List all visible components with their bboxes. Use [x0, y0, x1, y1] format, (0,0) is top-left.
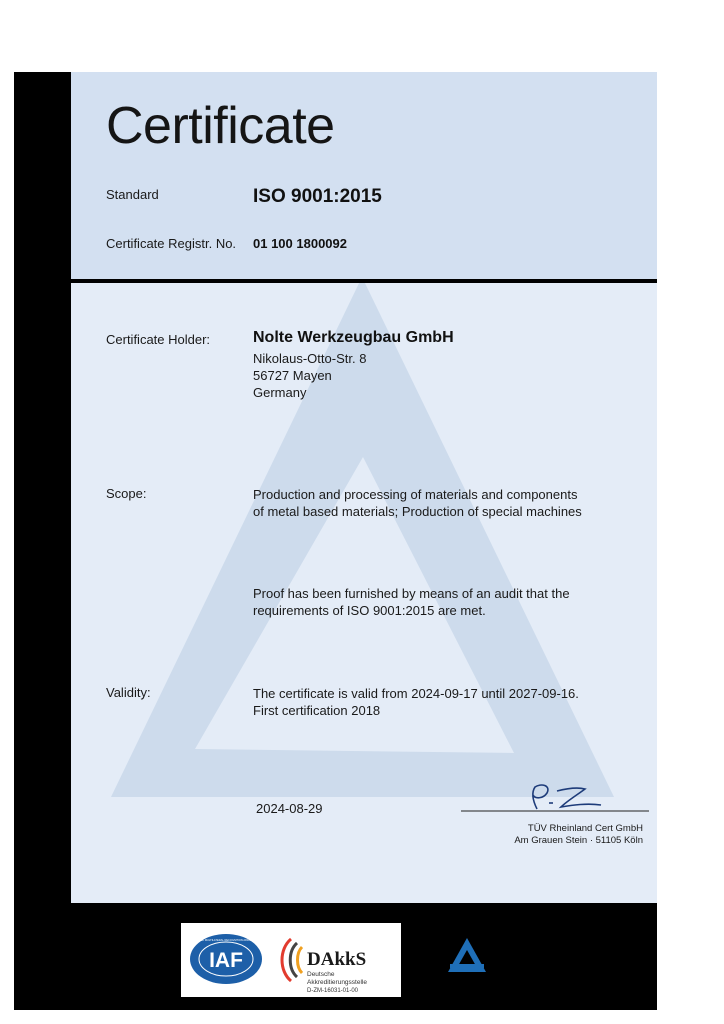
certificate-body: [71, 283, 657, 903]
registration-label: Certificate Registr. No.: [106, 236, 237, 251]
holder-street: Nikolaus-Otto-Str. 8: [253, 351, 367, 366]
scope-line-1: Production and processing of materials and components: [253, 487, 578, 502]
certificate-frame: [14, 72, 657, 1010]
iaf-text: IAF: [209, 949, 243, 972]
validity-label: Validity:: [106, 685, 151, 700]
scope-line-2: of metal based materials; Production of special machines: [253, 504, 582, 519]
holder-country: Germany: [253, 385, 307, 400]
certificate-header: [71, 72, 657, 279]
validity-line-1: The certificate is valid from 2024-09-17 until 2027-09-16.: [253, 686, 579, 701]
proof-line-2: requirements of ISO 9001:2015 are met.: [253, 603, 486, 618]
certificate-title: Certificate: [106, 97, 335, 155]
holder-label: Certificate Holder:: [106, 332, 211, 347]
iaf-ring-text: MEMBER OF MULTILATERAL RECOGNITION ARRANGEMENT: [188, 939, 264, 942]
standard-label: Standard: [106, 187, 159, 202]
accreditation-logos: [181, 923, 401, 997]
dakks-text: DAkkS: [307, 949, 367, 970]
registration-value: 01 100 1800092: [253, 236, 347, 251]
validity-line-2: First certification 2018: [253, 703, 381, 718]
issuer-block: [514, 823, 643, 847]
issuer-name: TÜV Rheinland Cert GmbH: [527, 823, 643, 834]
issuer-address: Am Grauen Stein · 51105 Köln: [514, 835, 643, 846]
dakks-logo-icon: [271, 923, 401, 997]
holder-city: 56727 Mayen: [253, 368, 332, 383]
tuv-logo-icon: [446, 936, 488, 974]
holder-name: Nolte Werkzeugbau GmbH: [253, 329, 454, 346]
proof-line-1: Proof has been furnished by means of an audit that the: [253, 586, 570, 601]
dakks-line-1: Deutsche: [307, 971, 335, 978]
issue-date: 2024-08-29: [256, 801, 323, 816]
standard-value: ISO 9001:2015: [253, 186, 382, 207]
scope-label: Scope:: [106, 486, 147, 501]
signature: [461, 781, 651, 817]
dakks-line-2: Akkreditierungsstelle: [307, 979, 367, 986]
dakks-id: D-ZM-16031-01-00: [307, 988, 359, 994]
